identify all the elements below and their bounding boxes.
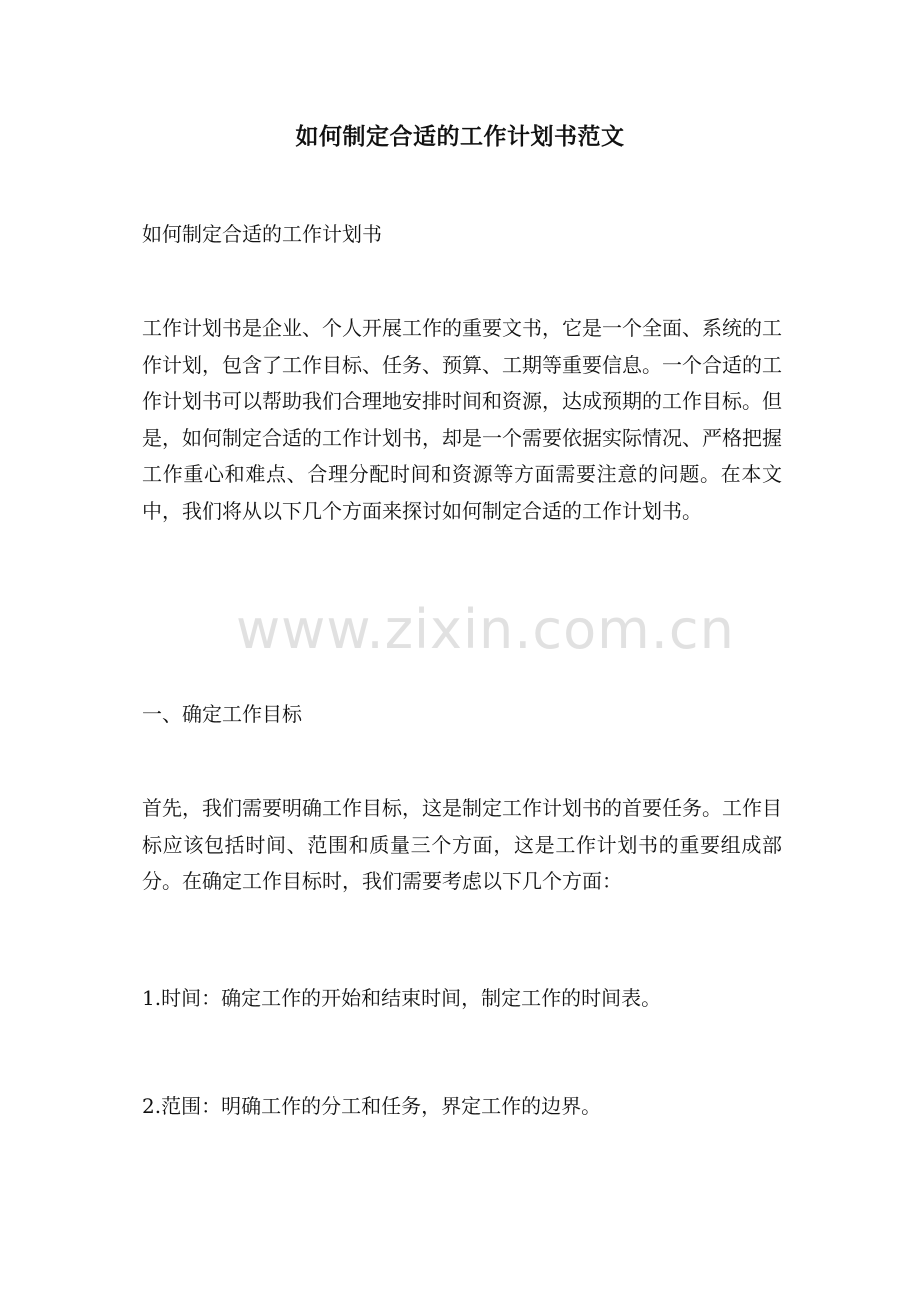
section-heading: 一、确定工作目标 xyxy=(142,702,302,726)
body-paragraph: 首先，我们需要明确工作目标，这是制定工作计划书的首要任务。工作目标应该包括时间、范围和质量三个方面，这是工作计划书的重要组成部分。在确定工作目标时，我们需要考虑以下几个方面： xyxy=(142,796,782,893)
intro-paragraph: 工作计划书是企业、个人开展工作的重要文书，它是一个全面、系统的工作计划，包含了工作目标、任务、预算、工期等重要信息。一个合适的工作计划书可以帮助我们合理地安排时间和资源，达成预期的工作目标。但是，如何制定合适的工作计划书，却是一个需要依据实际情况、严格把握工作重心和难点、合理分配时间和资源等方面需要注意的问题。在本文中，我们将从以下几个方面来探讨如何制定合适的工作计划书。 xyxy=(142,316,782,523)
list-item: 2.范围：明确工作的分工和任务，界定工作的边界。 xyxy=(142,1094,602,1118)
list-item: 1.时间：确定工作的开始和结束时间，制定工作的时间表。 xyxy=(142,986,662,1010)
watermark: www.zixin.com.cn xyxy=(236,598,735,661)
document-subtitle: 如何制定合适的工作计划书 xyxy=(142,222,382,246)
document-title: 如何制定合适的工作计划书范文 xyxy=(295,123,625,150)
